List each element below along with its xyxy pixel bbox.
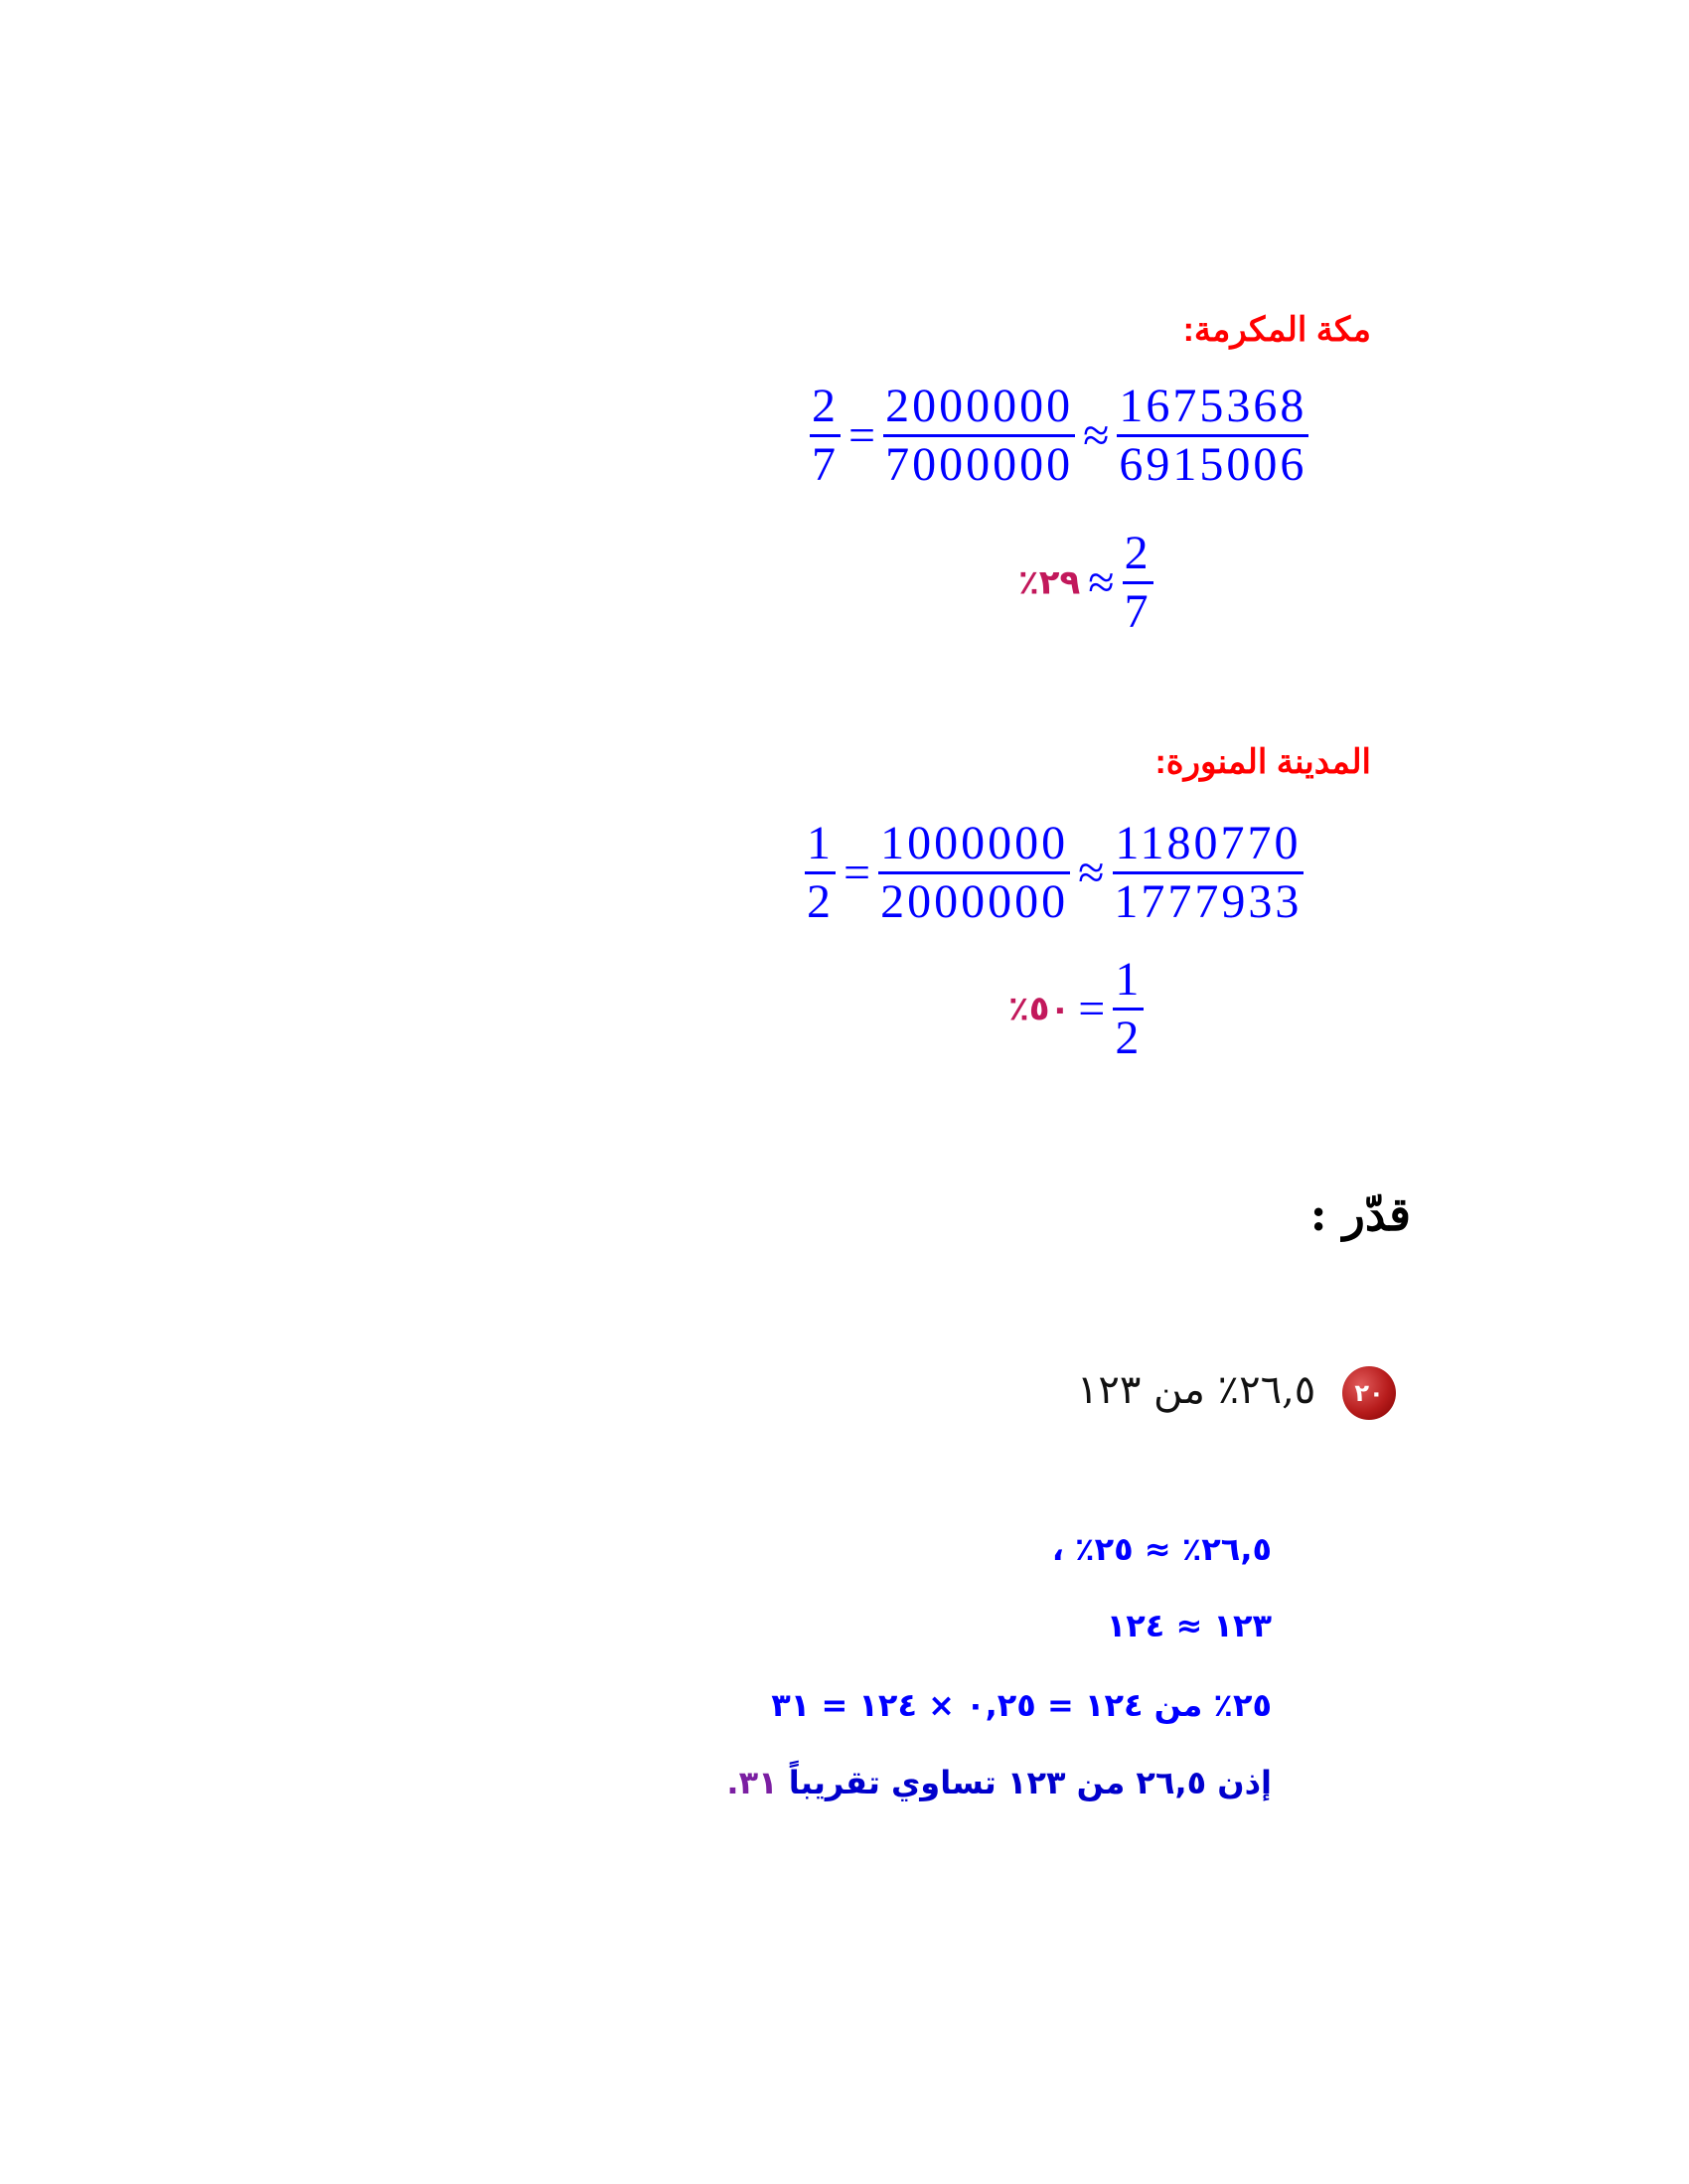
numerator: 1 <box>805 820 836 874</box>
problem-number-badge: ٢٠ <box>1342 1366 1396 1420</box>
solution-line-2: ١٢٣ ≈ ١٢٤ <box>1106 1607 1272 1644</box>
fraction <box>878 817 1070 928</box>
fraction <box>1123 527 1153 638</box>
fraction <box>1117 380 1308 491</box>
numerator: 1180770 <box>1113 820 1303 874</box>
fraction <box>805 817 836 928</box>
makkah-equation-1 <box>810 380 1308 491</box>
conclusion-answer: ٣١. <box>726 1764 778 1801</box>
numerator: 2 <box>1123 530 1153 584</box>
madinah-heading: المدينة المنورة: <box>1154 743 1371 781</box>
denominator: 6915006 <box>1119 438 1307 491</box>
denominator: 7000000 <box>885 438 1074 491</box>
equals-sign: = <box>844 847 871 899</box>
denominator: 7 <box>1124 585 1152 638</box>
fraction <box>1113 953 1144 1064</box>
estimate-heading: قدّر : <box>1309 1187 1411 1241</box>
fraction <box>883 380 1075 491</box>
denominator: 2 <box>807 875 834 928</box>
numerator: 1000000 <box>878 820 1070 874</box>
madinah-equation-1 <box>805 817 1304 928</box>
madinah-equation-2 <box>1008 953 1144 1064</box>
equals-sign: = <box>848 409 876 462</box>
denominator: 7 <box>812 438 839 491</box>
denominator: 1777933 <box>1114 875 1303 928</box>
denominator: 2000000 <box>880 875 1069 928</box>
solution-conclusion <box>726 1764 1272 1801</box>
solution-line-1: ٢٦,٥٪ ≈ ٢٥٪ ، <box>1051 1530 1272 1568</box>
percent-value: ٥٠٪ <box>1008 989 1071 1029</box>
problem-text: ٢٦,٥٪ من ١٢٣ <box>1076 1367 1316 1413</box>
fraction <box>810 380 841 491</box>
numerator: 2 <box>810 383 841 437</box>
fraction <box>1112 817 1304 928</box>
numerator: 1675368 <box>1117 383 1308 437</box>
percent-value: ٢٩٪ <box>1018 562 1081 603</box>
makkah-equation-2 <box>1018 527 1153 638</box>
numerator: 1 <box>1113 956 1144 1011</box>
numerator: 2000000 <box>883 383 1075 437</box>
denominator: 2 <box>1115 1012 1143 1064</box>
approx-sign: ≈ <box>1088 556 1115 609</box>
problem-20 <box>1077 1366 1396 1420</box>
solution-line-3: ٢٥٪ من ١٢٤ = ٠,٢٥ × ١٢٤ = ٣١ <box>771 1686 1272 1724</box>
makkah-heading: مكة المكرمة: <box>1182 311 1371 349</box>
conclusion-text: إذن ٢٦,٥ من ١٢٣ تساوي تقريباً <box>777 1764 1272 1801</box>
equals-sign: = <box>1078 983 1106 1035</box>
approx-sign: ≈ <box>1078 847 1105 899</box>
approx-sign: ≈ <box>1083 409 1110 462</box>
